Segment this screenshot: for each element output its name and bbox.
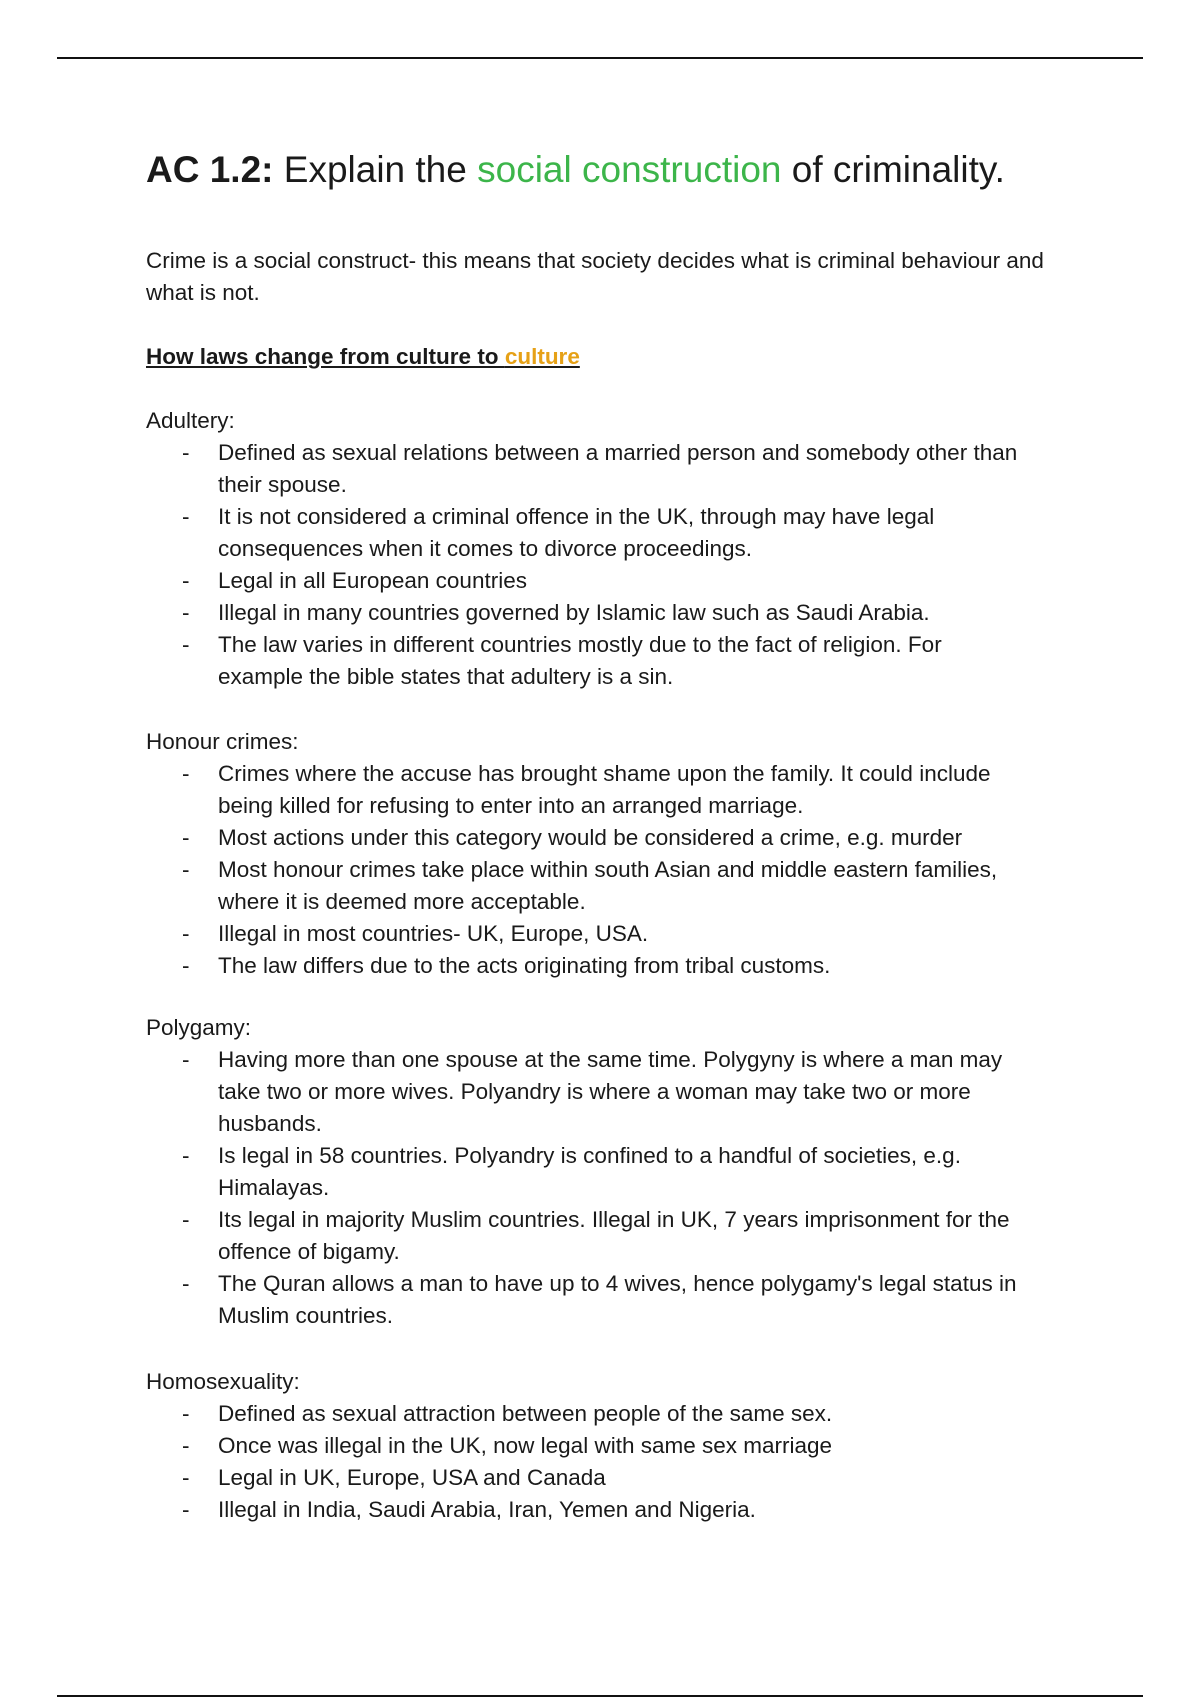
bullet-dash: - [182,1433,190,1458]
bullet-dash: - [182,825,190,850]
section-label: Adultery: [146,408,235,433]
list-item-text: Legal in UK, Europe, USA and Canada [218,1465,606,1490]
list-item [146,1268,1018,1332]
list-item-text: Illegal in most countries- UK, Europe, USA. [218,921,649,946]
section-polygamy [146,1012,1076,1332]
section-adultery [146,405,1076,693]
list-item [146,822,1018,854]
list-item [146,1044,1018,1140]
list-item [146,1140,1018,1204]
list-item [146,1398,1018,1430]
list-item [146,1494,1018,1526]
list-item-text: Defined as sexual attraction between people of the same sex. [218,1401,833,1426]
section-honour-crimes [146,726,1076,982]
list-item [146,597,1018,629]
list-item-text: Crimes where the accuse has brought shame upon the family. It could include being killed for refusing to enter into an arranged marriage. [218,761,991,818]
bullet-dash: - [182,440,190,465]
title-text-1: Explain the [273,149,478,190]
list-item-text: Most honour crimes take place within south Asian and middle eastern families, where it is deemed more acceptable. [218,857,998,914]
bullet-list [146,437,1076,693]
bullet-dash: - [182,568,190,593]
title-text-2: of criminality. [781,149,1005,190]
title-highlight: social construction [477,149,782,190]
list-item [146,950,1018,982]
list-item-text: Illegal in many countries governed by Islamic law such as Saudi Arabia. [218,600,930,625]
bullet-dash: - [182,504,190,529]
bullet-dash: - [182,761,190,786]
bullet-dash: - [182,1047,190,1072]
list-item-text: Legal in all European countries [218,568,527,593]
list-item-text: Once was illegal in the UK, now legal with same sex marriage [218,1433,833,1458]
bullet-list [146,758,1076,982]
subheading-highlight: culture [504,344,580,369]
list-item-text: Illegal in India, Saudi Arabia, Iran, Yemen and Nigeria. [218,1497,756,1522]
list-item [146,437,1018,501]
section-homosexuality [146,1366,1076,1526]
section-label: Homosexuality: [146,1369,300,1394]
list-item [146,854,1018,918]
intro-paragraph: Crime is a social construct- this means that society decides what is criminal behaviour and what is not. [146,248,1044,305]
subheading-text: How laws change from culture to [146,344,505,369]
list-item [146,758,1018,822]
section-subheading [146,341,580,373]
list-item-text: Having more than one spouse at the same time. Polygyny is where a man may take two or more wives. Polyandry is where a woman may take two or more husbands. [218,1047,1003,1136]
bullet-list [146,1398,1076,1526]
bullet-list [146,1044,1076,1332]
list-item [146,565,1018,597]
list-item-text: The law varies in different countries mostly due to the fact of religion. For example the bible states that adultery is a sin. [218,632,942,689]
top-rule [57,57,1143,59]
list-item-text: Defined as sexual relations between a married person and somebody other than their spouse. [218,440,1018,497]
section-label: Polygamy: [146,1015,252,1040]
list-item [146,501,1018,565]
list-item-text: It is not considered a criminal offence in the UK, through may have legal consequences when it comes to divorce proceedings. [218,504,935,561]
bullet-dash: - [182,1401,190,1426]
bullet-dash: - [182,921,190,946]
list-item-text: Is legal in 58 countries. Polyandry is confined to a handful of societies, e.g. Himalayas. [218,1143,961,1200]
list-item-text: Most actions under this category would be considered a crime, e.g. murder [218,825,963,850]
bullet-dash: - [182,857,190,882]
page-title [146,146,1005,194]
list-item [146,918,1018,950]
list-item-text: The law differs due to the acts originating from tribal customs. [218,953,831,978]
list-item [146,629,1018,693]
section-label: Honour crimes: [146,729,299,754]
bottom-rule [57,1695,1143,1697]
list-item [146,1462,1018,1494]
bullet-dash: - [182,1143,190,1168]
bullet-dash: - [182,1271,190,1296]
list-item [146,1430,1018,1462]
bullet-dash: - [182,953,190,978]
bullet-dash: - [182,1207,190,1232]
bullet-dash: - [182,1497,190,1522]
title-prefix: AC 1.2: [146,149,274,190]
bullet-dash: - [182,600,190,625]
list-item [146,1204,1018,1268]
bullet-dash: - [182,632,190,657]
list-item-text: The Quran allows a man to have up to 4 wives, hence polygamy's legal status in Muslim countries. [218,1271,1017,1328]
bullet-dash: - [182,1465,190,1490]
list-item-text: Its legal in majority Muslim countries. Illegal in UK, 7 years imprisonment for the offence of bigamy. [218,1207,1010,1264]
